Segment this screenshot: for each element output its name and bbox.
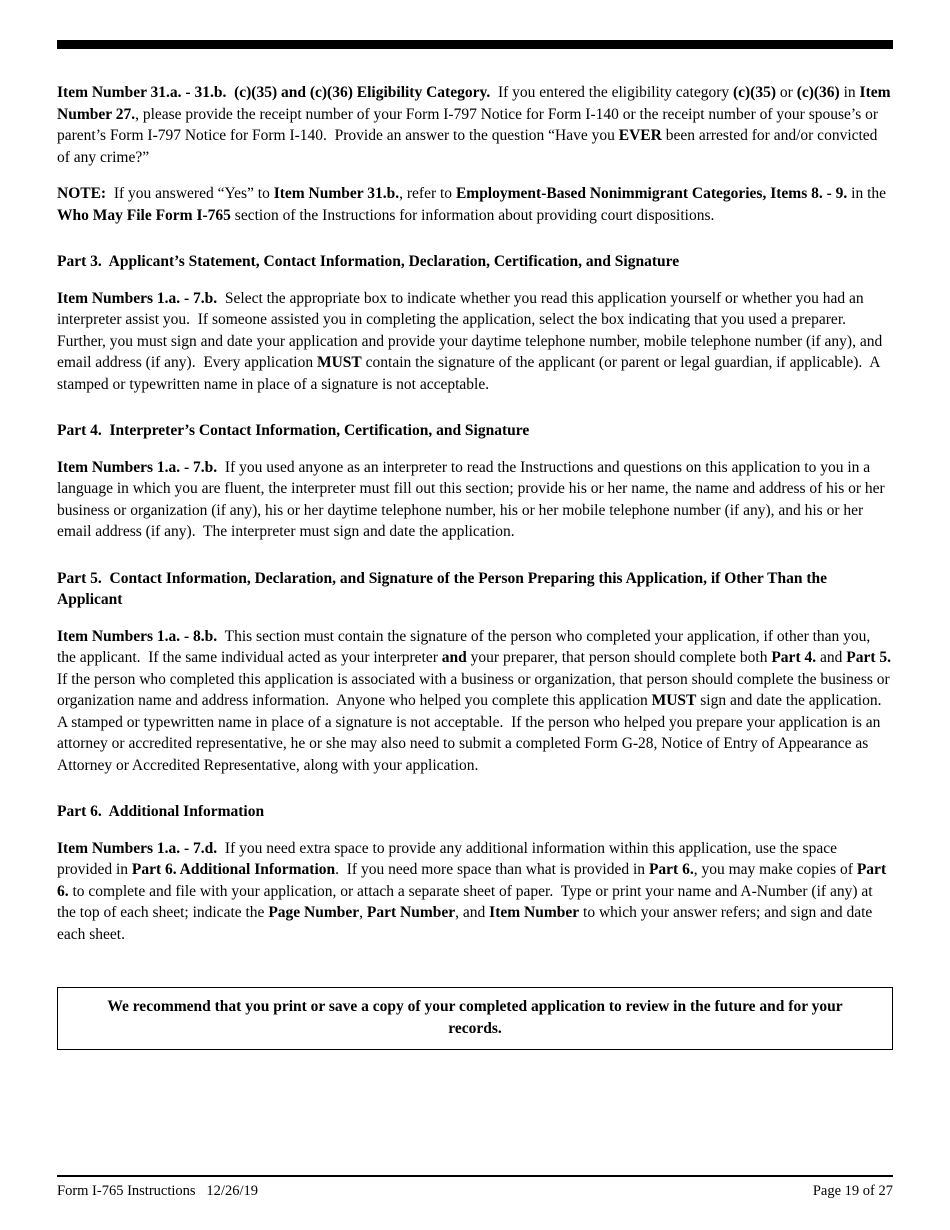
- part6-heading: Part 6. Additional Information: [57, 803, 265, 820]
- top-divider-bar: [57, 40, 893, 49]
- recommendation-box: [57, 987, 893, 1050]
- part5-paragraph: Item Numbers 1.a. - 8.b. This section must contain the signature of the person who completed your application, if other than you, the applicant. If the same individual acted as your interpreter and your preparer, that person should complete both Part 4. and Part 5. If the person who completed this application is associated with a business or organization, that person should complete the business or organization name and address information. Anyone who helped you complete this application MUST sign and date the application. A stamped or typewritten name in place of a signature is not acceptable. If the person who helped you prepare your application is an attorney or accredited representative, he or she may also need to submit a completed Form G-28, Notice of Entry of Appearance as Attorney or Accredited Representative, along with your application.: [57, 627, 899, 774]
- footer-page-number: Page 19 of 27: [812, 1183, 893, 1199]
- part3-paragraph: Item Numbers 1.a. - 7.b. Select the appropriate box to indicate whether you read this application yourself or whether you had an interpreter assist you. If someone assisted you in completing the application, select the box indicating that you used a preparer. Further, you must sign and date your application and provide your daytime telephone number, mobile telephone number (if any), and email address (if any). Every application MUST contain the signature of the applicant (or parent or legal guardian, if applicable). A stamped or typewritten name in place of a signature is not acceptable.: [57, 289, 887, 393]
- part4-heading: Part 4. Interpreter’s Contact Information, Certification, and Signature: [57, 422, 530, 439]
- part4-paragraph: Item Numbers 1.a. - 7.b. If you used anyone as an interpreter to read the Instructions and questions on this application to you in a language in which you are fluent, the interpreter must fill out this section; provide his or her name, the name and address of his or her business or organization (if any), his or her daytime telephone number, his or her mobile telephone number (if any), and his or her email address (if any). The interpreter must sign and date the application.: [57, 458, 889, 540]
- part3-heading: Part 3. Applicant’s Statement, Contact Information, Declaration, Certification, and Signature: [57, 253, 680, 270]
- footer-form-title: Form I-765 Instructions 12/26/19: [57, 1183, 258, 1199]
- part6-paragraph: Item Numbers 1.a. - 7.d. If you need extra space to provide any additional information within this application, use the space provided in Part 6. Additional Information. If you need more space than what is provided in Part 6., you may make copies of Part 6. to complete and file with your application, or attach a separate sheet of paper. Type or print your name and A-Number (if any) at the top of each sheet; indicate the Page Number, Part Number, and Item Number to which your answer refers; and sign and date each sheet.: [57, 839, 890, 943]
- recommendation-text: We recommend that you print or save a copy of your completed application to review in the future and for your records.: [107, 998, 843, 1037]
- page-footer: [57, 1175, 893, 1200]
- part5-heading: Part 5. Contact Information, Declaration, and Signature of the Person Preparing this Application, if Other Than the Applicant: [57, 569, 831, 608]
- eligibility-category-paragraph: Item Number 31.a. - 31.b. (c)(35) and (c)(36) Eligibility Category. If you entered the eligibility category (c)(35) or (c)(36) in Item Number 27., please provide the receipt number of your Form I-797 Notice for Form I-140 or the receipt number of your spouse’s or parent’s Form I-797 Notice for Form I-140. Provide an answer to the question “Have you EVER been arrested for and/or convicted of any crime?”: [57, 84, 895, 166]
- document-content: [57, 82, 899, 1050]
- note-paragraph: NOTE: If you answered “Yes” to Item Number 31.b., refer to Employment-Based Nonimmigrant Categories, Items 8. - 9. in the Who May File Form I-765 section of the Instructions for information about providing court dispositions.: [57, 185, 890, 224]
